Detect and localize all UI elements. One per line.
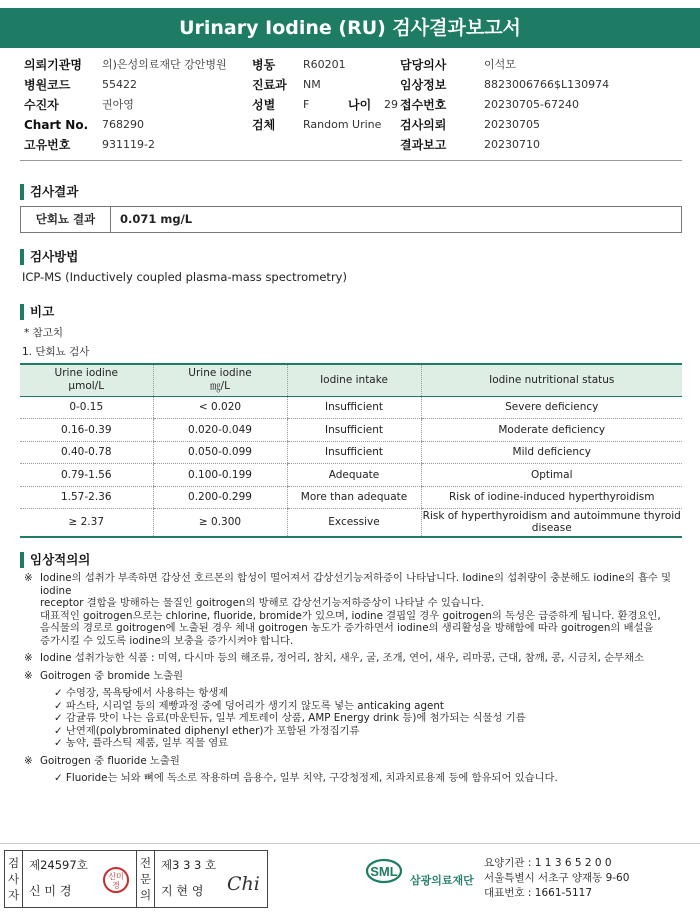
specialist-name: 지 현 영: [161, 884, 204, 898]
header-line: Urine iodine: [54, 367, 118, 380]
info-label: 접수번호: [400, 98, 447, 112]
column-header: [153, 364, 287, 396]
check-icon: ✓: [54, 687, 63, 699]
info-value: 20230705-67240: [484, 98, 579, 111]
info-value: 권아영: [102, 98, 134, 111]
info-row: [22, 75, 682, 95]
table-header-row: [20, 364, 682, 396]
info-label: 수진자: [24, 98, 59, 112]
info-label: 검체: [252, 118, 276, 132]
list-item-text: Fluoride는 뇌와 뼈에 독소로 작용하며 음용수, 일부 치약, 구강청정제, 치과치료용제 등에 함유되어 있습니다.: [65, 772, 558, 784]
patient-info: [22, 55, 682, 155]
section-result-heading: 검사결과: [20, 184, 78, 200]
text-line: Iodine의 섭취가 부족하면 갑상선 호르몬의 합성이 떨어져서 갑상선기능저하증이 나타납니다. Iodine의 섭취량이 충분해도 iodine의 흡수 및 iodine: [40, 572, 672, 597]
column-header: [20, 364, 153, 396]
single-urine-note: 1. 단회뇨 검사: [22, 346, 90, 358]
result-label: 단회뇨 결과: [21, 207, 111, 232]
list-item: [54, 772, 684, 785]
info-label: 검사의뢰: [400, 118, 447, 132]
text-line: Goitrogen 중 fluoride 노출원: [40, 754, 180, 767]
reference-note: * 참고치: [24, 327, 64, 339]
text-line: receptor 결합을 방해하는 물질인 goitrogen의 방해로 갑상선기능저하증상이 나타날 수 있습니다.: [40, 597, 484, 609]
clinical-paragraph: [24, 670, 684, 683]
table-row: [20, 441, 682, 464]
checker-number: 제24597호: [29, 858, 88, 872]
sml-logo-icon: [366, 858, 402, 890]
result-value: 0.071 mg/L: [120, 212, 193, 226]
table-row: [20, 396, 682, 419]
specialist-number: 제3 3 3 호: [161, 858, 217, 872]
check-icon: ✓: [54, 724, 63, 737]
header-line: Urine iodine: [188, 367, 252, 380]
clinical-text: [24, 572, 684, 785]
header-line: μmol/L: [68, 380, 105, 393]
fluoride-source-list: [24, 772, 684, 785]
info-label: 진료과: [252, 78, 287, 92]
divider: [20, 160, 682, 161]
label-char: 사: [7, 872, 20, 886]
reference-table: [20, 363, 682, 538]
check-icon: ✓: [54, 772, 63, 784]
info-row: [22, 95, 682, 115]
label-char: 문: [139, 872, 152, 886]
section-clinical-heading: 임상적의의: [20, 552, 90, 568]
info-value: 의)은성의료재단 강안병원: [102, 58, 227, 71]
reference-mark: ※: [24, 754, 33, 767]
lab-info-line: 요양기관 : 1 1 3 6 5 2 0 0: [484, 857, 612, 869]
table-cell: 1.57-2.36: [20, 486, 153, 509]
info-label: 고유번호: [24, 138, 71, 152]
specialist-info: [155, 851, 267, 907]
list-item: [54, 712, 684, 725]
table-row: [20, 509, 682, 537]
info-value: 931119-2: [102, 138, 155, 151]
info-label: Chart No.: [24, 118, 89, 132]
table-cell: Moderate deficiency: [421, 419, 682, 442]
table-cell: Excessive: [287, 509, 421, 537]
info-value: 이석모: [484, 58, 516, 71]
check-icon: ✓: [54, 712, 63, 724]
info-label: 병원코드: [24, 78, 71, 92]
table-cell: 0.200-0.299: [153, 486, 287, 509]
check-icon: ✓: [54, 737, 63, 749]
section-method-heading: 검사방법: [20, 249, 78, 265]
table-cell: Severe deficiency: [421, 396, 682, 419]
list-item-text: 감귤류 맛이 나는 음료(마운틴듀, 일부 게토레이 상품, AMP Energy drink 등)에 첨가되는 식물성 기름: [65, 712, 526, 724]
text-line: Iodine 섭취가능한 식품 : 미역, 다시마 등의 해조류, 정어리, 참치, 새우, 굴, 조개, 연어, 새우, 리마콩, 근대, 참깨, 콩, 시금치, 순무채소: [40, 652, 644, 664]
label-char: 전: [139, 856, 152, 870]
text-line: 증가시킬 수 있도록 iodine의 보충을 증가시켜야 합니다.: [40, 634, 294, 647]
list-item-text: 파스타, 시리얼 등의 제빵과정 중에 덩어리가 생기지 않도록 넣는 anticaking agent: [65, 699, 444, 712]
info-value: 55422: [102, 78, 137, 91]
specialist-label: [137, 851, 155, 907]
info-value: 20230705: [484, 118, 540, 131]
table-cell: 0.020-0.049: [153, 419, 287, 442]
table-cell: < 0.020: [153, 396, 287, 419]
table-cell: Insufficient: [287, 441, 421, 464]
list-item-text: 수영장, 목욕탕에서 사용하는 항생제: [65, 687, 229, 699]
info-row: [22, 135, 682, 155]
text-line: 음식물의 경로로 goitrogen에 노출된 경우 체내 goitrogen 농도가 증가하면서 iodine의 생리활성을 방해함에 따라 goitrogen의 배설을: [40, 622, 654, 634]
lab-info-line: 서울특별시 서초구 양재동 9-60: [484, 872, 630, 884]
age-value: 29: [384, 98, 398, 111]
list-item: [54, 737, 684, 750]
reference-mark: ※: [24, 572, 33, 584]
table-row: [20, 464, 682, 487]
table-cell: 0.100-0.199: [153, 464, 287, 487]
logo-letters: SML: [370, 864, 398, 879]
table-cell: Risk of iodine-induced hyperthyroidism: [421, 486, 682, 509]
lab-info-line: 대표번호 : 1661-5117: [484, 887, 593, 899]
table-cell: 0.16-0.39: [20, 419, 153, 442]
list-item-text: 난연제(polybrominated diphenyl ether)가 포함된 가정집기류: [65, 724, 360, 737]
clinical-paragraph: [24, 755, 684, 768]
table-cell: Adequate: [287, 464, 421, 487]
lab-contact-info: [484, 856, 629, 901]
info-value: R60201: [303, 58, 346, 71]
signature-box: [4, 850, 268, 908]
info-label: 결과보고: [400, 138, 447, 152]
table-row: [20, 419, 682, 442]
table-cell: Mild deficiency: [421, 441, 682, 464]
header-line: ㎎/L: [210, 380, 230, 393]
table-cell: More than adequate: [287, 486, 421, 509]
column-header: Iodine nutritional status: [421, 364, 682, 396]
logo-text: 삼광의료재단: [410, 874, 474, 887]
table-cell: Optimal: [421, 464, 682, 487]
info-value: Random Urine: [303, 118, 382, 131]
age-label: 나이: [348, 98, 372, 112]
method-text: ICP-MS (Inductively coupled plasma-mass spectrometry): [22, 270, 347, 284]
label-char: 검: [7, 856, 20, 870]
reference-mark: ※: [24, 669, 33, 682]
info-label: 임상정보: [400, 78, 447, 92]
table-cell: ≥ 2.37: [20, 509, 153, 537]
table-cell: ≥ 0.300: [153, 509, 287, 537]
divider: [0, 843, 700, 844]
bromide-source-list: [24, 687, 684, 750]
info-value: 8823006766$L130974: [484, 78, 610, 91]
text-line: 대표적인 goitrogen으로는 chlorine, fluoride, bromide가 있으며, iodine 결핍일 경우 goitrogen의 독성은 급증하게 됩니다. 환경요인,: [40, 609, 661, 622]
label-char: 의: [139, 888, 152, 902]
table-cell: 0.050-0.099: [153, 441, 287, 464]
table-cell: 0.79-1.56: [20, 464, 153, 487]
checker-seal-stamp: 신미 경: [103, 867, 129, 893]
checker-name: 신 미 경: [29, 884, 72, 898]
specialist-signature: Chi: [227, 873, 260, 895]
info-label: 병동: [252, 58, 276, 72]
info-value: F: [303, 98, 310, 111]
info-row: [22, 115, 682, 135]
reference-mark: ※: [24, 652, 33, 664]
checker-label: [5, 851, 23, 907]
table-cell: Risk of hyperthyroidism and autoimmune thyroid disease: [421, 509, 682, 537]
list-item-text: 농약, 플라스틱 제품, 일부 직물 염료: [65, 737, 229, 749]
table-cell: 0-0.15: [20, 396, 153, 419]
info-row: [22, 55, 682, 75]
list-item: [54, 700, 684, 713]
check-icon: ✓: [54, 699, 63, 712]
footer: [0, 848, 700, 914]
list-item: [54, 687, 684, 700]
table-row: [20, 486, 682, 509]
info-label: 의뢰기관명: [24, 58, 82, 72]
section-remarks-heading: 비고: [20, 304, 54, 320]
info-value: NM: [303, 78, 321, 91]
info-value: 20230710: [484, 138, 540, 151]
table-cell: 0.40-0.78: [20, 441, 153, 464]
info-label: 성별: [252, 98, 276, 112]
text-line: Goitrogen 중 bromide 노출원: [40, 669, 184, 682]
column-header: Iodine intake: [287, 364, 421, 396]
clinical-paragraph: [24, 652, 684, 665]
info-label: 담당의사: [400, 58, 447, 72]
table-cell: Insufficient: [287, 419, 421, 442]
list-item: [54, 725, 684, 738]
checker-info: [23, 851, 137, 907]
clinical-paragraph: [24, 572, 684, 647]
table-cell: Insufficient: [287, 396, 421, 419]
info-value: 768290: [102, 118, 144, 131]
report-title: Urinary Iodine (RU) 검사결과보고서: [0, 8, 700, 48]
result-box: [20, 206, 682, 233]
label-char: 자: [7, 888, 20, 902]
